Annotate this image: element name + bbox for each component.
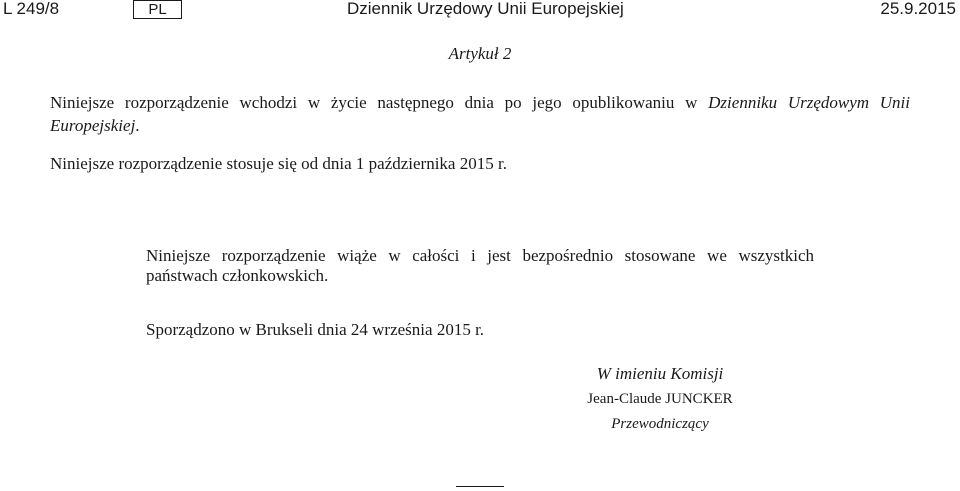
signatory-name: Jean-Claude JUNCKER bbox=[587, 391, 733, 407]
journal-reference: Dzienniku Urzędowym Unii Europejskiej bbox=[50, 93, 910, 135]
binding-statement: Niniejsze rozporządzenie wiąże w całości i jest bezpośrednio stosowane we wszystkich państwach członkowskich. bbox=[146, 246, 814, 285]
done-at-statement: Sporządzono w Brukseli dnia 24 września 2015 r. bbox=[146, 320, 485, 339]
article-heading: Artykuł 2 bbox=[448, 44, 512, 63]
language-badge: PL bbox=[133, 0, 182, 19]
page-reference: L 249/8 bbox=[3, 0, 60, 18]
application-date-paragraph: Niniejsze rozporządzenie stosuje się od dnia 1 października 2015 r. bbox=[50, 154, 507, 173]
footer-divider bbox=[456, 486, 504, 487]
signatory-title: Przewodniczący bbox=[611, 416, 709, 432]
journal-title: Dziennik Urzędowy Unii Europejskiej bbox=[347, 0, 624, 18]
paragraph1-lead: Niniejsze rozporządzenie wchodzi w życie następnego dnia po jego opublikowaniu w bbox=[50, 93, 709, 112]
publication-date: 25.9.2015 bbox=[880, 0, 956, 18]
paragraph1-end: . bbox=[135, 116, 140, 135]
on-behalf-of: W imieniu Komisji bbox=[596, 364, 724, 383]
entry-into-force-paragraph bbox=[50, 91, 910, 137]
